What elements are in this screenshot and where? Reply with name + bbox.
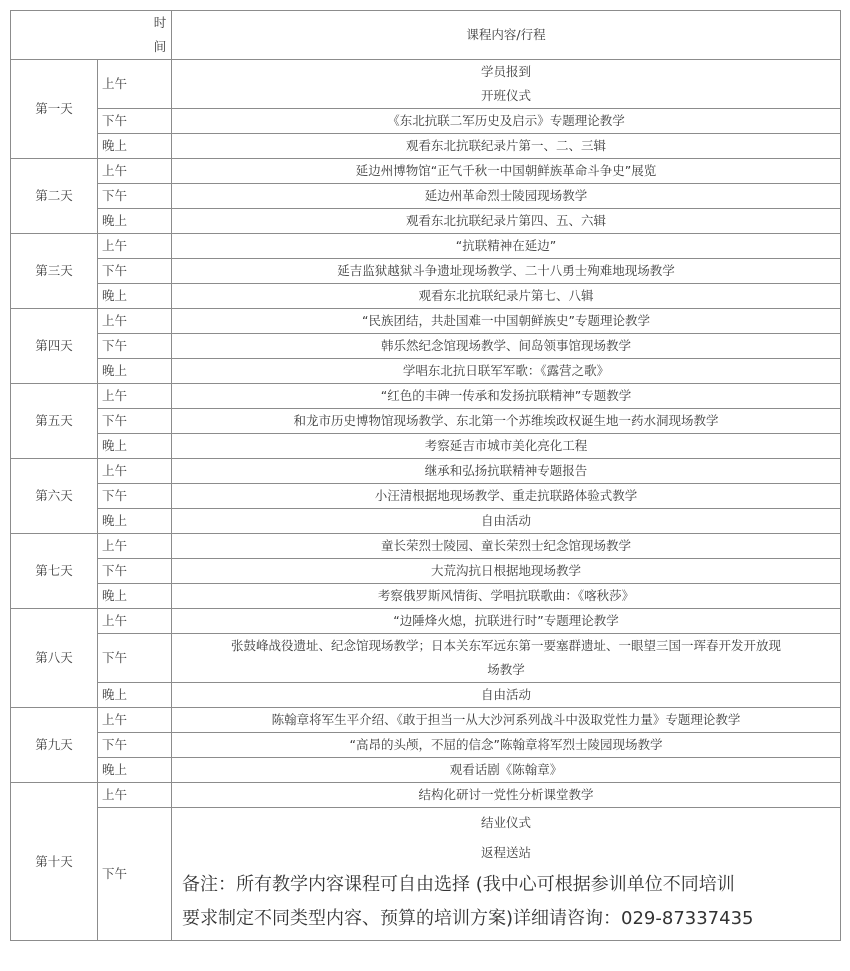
schedule-row: [11, 409, 841, 434]
period-label: 上午: [98, 60, 172, 109]
activity-content: [172, 434, 841, 459]
day-label: 第六天: [11, 459, 98, 534]
activity-content: [172, 284, 841, 309]
period-label: 上午: [98, 708, 172, 733]
activity-line: 《东北抗联二军历史及启示》专题理论教学: [387, 113, 625, 128]
period-label: 下午: [98, 184, 172, 209]
activity-content: [172, 234, 841, 259]
schedule-row: [11, 309, 841, 334]
activity-content: [172, 783, 841, 808]
activity-line: 考察俄罗斯风情街、学唱抗联歌曲：《喀秋莎》: [377, 588, 635, 603]
activity-line: 延边州革命烈士陵园现场教学: [424, 188, 588, 203]
period-label: 上午: [98, 309, 172, 334]
schedule-row: [11, 559, 841, 584]
activity-line: 自由活动: [480, 687, 531, 702]
period-label: 上午: [98, 459, 172, 484]
activity-content: [172, 60, 841, 109]
period-label: 上午: [98, 384, 172, 409]
header-time-line-1: 时: [153, 15, 167, 30]
note-line-1: 备注：所有教学内容课程可自由选择 (我中心可根据参训单位不同培训: [182, 874, 735, 895]
activity-line: 考察延吉市城市美化亮化工程: [424, 438, 588, 453]
activity-content: [172, 534, 841, 559]
schedule-row: [11, 60, 841, 109]
schedule-row: [11, 783, 841, 808]
activity-line: 陈翰章将军生平介绍、《敢于担当一从大沙河系列战斗中汲取党性力量》专题理论教学: [271, 712, 741, 727]
schedule-body: [11, 11, 841, 941]
day-label: 第四天: [11, 309, 98, 384]
header-time: [83, 11, 167, 59]
activity-line: 场教学: [487, 662, 525, 677]
period-label: 晚上: [98, 209, 172, 234]
period-label: 下午: [98, 109, 172, 134]
period-label: 晚上: [98, 359, 172, 384]
schedule-row: [11, 634, 841, 683]
period-label: 下午: [98, 559, 172, 584]
period-label: 晚上: [98, 758, 172, 783]
activity-content: [172, 334, 841, 359]
activity-line: 和龙市历史博物馆现场教学、东北第一个苏维埃政权诞生地一药水洞现场教学: [293, 413, 719, 428]
period-label: 上午: [98, 609, 172, 634]
period-label: 晚上: [98, 683, 172, 708]
schedule-row: [11, 584, 841, 609]
activity-line: 观看东北抗联纪录片第四、五、六辑: [405, 213, 606, 228]
activity-line: 观看东北抗联纪录片第一、二、三辑: [405, 138, 606, 153]
activity-line: “高昂的头颅，不屈的信念”陈翰章将军烈士陵园现场教学: [349, 737, 663, 752]
schedule-table: [10, 10, 841, 941]
activity-line: 开班仪式: [480, 88, 531, 103]
day-label: 第九天: [11, 708, 98, 783]
period-label: 下午: [98, 634, 172, 683]
activity-content: [172, 609, 841, 634]
activity-line: “民族团结，共赴国难一中国朝鲜族史”专题理论教学: [362, 313, 650, 328]
schedule-row: [11, 434, 841, 459]
activity-content: [172, 309, 841, 334]
period-label: 下午: [98, 808, 172, 941]
activity-content: [172, 509, 841, 534]
period-label: 晚上: [98, 284, 172, 309]
activity-line: 观看东北抗联纪录片第七、八辑: [418, 288, 594, 303]
day-label: 第十天: [11, 783, 98, 941]
period-label: 晚上: [98, 134, 172, 159]
header-time-line-2: 间: [153, 39, 167, 54]
activity-line: 延吉监狱越狱斗争遗址现场教学、二十八勇士殉难地现场教学: [337, 263, 675, 278]
period-label: 晚上: [98, 584, 172, 609]
activity-line: 学唱东北抗日联军军歌：《露营之歌》: [402, 363, 610, 378]
activity-line: 继承和弘扬抗联精神专题报告: [424, 463, 588, 478]
activity-content: [172, 758, 841, 783]
day-label: 第八天: [11, 609, 98, 708]
activity-line: 学员报到: [480, 64, 531, 79]
activity-line: 自由活动: [480, 513, 531, 528]
period-label: 下午: [98, 733, 172, 758]
header-time-cell: [11, 11, 172, 60]
activity-content: [172, 683, 841, 708]
activity-content: [172, 484, 841, 509]
schedule-row: [11, 509, 841, 534]
activity-content: [172, 459, 841, 484]
day-label: 第二天: [11, 159, 98, 234]
schedule-row: [11, 459, 841, 484]
activity-content: [172, 259, 841, 284]
period-label: 上午: [98, 234, 172, 259]
activity-line: 延边州博物馆“正气千秋一中国朝鲜族革命斗争史”展览: [355, 163, 657, 178]
schedule-row: [11, 134, 841, 159]
activity-line: 韩乐然纪念馆现场教学、间岛领事馆现场教学: [380, 338, 631, 353]
period-label: 下午: [98, 259, 172, 284]
period-label: 下午: [98, 334, 172, 359]
schedule-row: [11, 609, 841, 634]
activity-line: 童长荣烈士陵园、童长荣烈士纪念馆现场教学: [380, 538, 631, 553]
schedule-row: [11, 484, 841, 509]
activity-content: [172, 584, 841, 609]
activity-line: 张鼓峰战役遗址、纪念馆现场教学；日本关东军远东第一要塞群遗址、一眼望三国一珲春开发开放现: [230, 638, 781, 653]
day-label: 第五天: [11, 384, 98, 459]
day-label: 第三天: [11, 234, 98, 309]
schedule-row: [11, 284, 841, 309]
schedule-row: [11, 234, 841, 259]
period-label: 下午: [98, 409, 172, 434]
schedule-row: [11, 758, 841, 783]
activity-line: “抗联精神在延边”: [455, 238, 557, 253]
schedule-row: [11, 259, 841, 284]
period-label: 下午: [98, 484, 172, 509]
activity-content: [172, 134, 841, 159]
schedule-row: [11, 209, 841, 234]
schedule-row: [11, 534, 841, 559]
activity-content: [172, 184, 841, 209]
schedule-row: [11, 334, 841, 359]
day-label: 第七天: [11, 534, 98, 609]
schedule-row: [11, 808, 841, 941]
activity-content: [172, 409, 841, 434]
activity-line: 返程送站: [480, 845, 531, 860]
activity-line: 观看话剧《陈翰章》: [449, 762, 563, 777]
schedule-row: [11, 159, 841, 184]
day-label: 第一天: [11, 60, 98, 159]
activity-content: [172, 359, 841, 384]
activity-content: [172, 559, 841, 584]
schedule-row: [11, 359, 841, 384]
activity-content: [172, 159, 841, 184]
activity-content: [172, 808, 841, 941]
activity-line: “边陲烽火熄，抗联进行时”专题理论教学: [393, 613, 619, 628]
activity-content: [172, 209, 841, 234]
period-label: 上午: [98, 159, 172, 184]
activity-line: 小汪清根据地现场教学、重走抗联路体验式教学: [374, 488, 638, 503]
period-label: 晚上: [98, 509, 172, 534]
period-label: 上午: [98, 534, 172, 559]
schedule-row: [11, 683, 841, 708]
period-label: 晚上: [98, 434, 172, 459]
header-content: 课程内容/行程: [172, 11, 841, 60]
activity-line: 结业仪式: [480, 815, 531, 830]
schedule-row: [11, 733, 841, 758]
schedule-row: [11, 384, 841, 409]
activity-line: 大荒沟抗日根据地现场教学: [430, 563, 581, 578]
activity-line: “红色的丰碑一传承和发扬抗联精神”专题教学: [380, 388, 632, 403]
schedule-row: [11, 708, 841, 733]
activity-content: [172, 109, 841, 134]
schedule-row: [11, 109, 841, 134]
period-label: 上午: [98, 783, 172, 808]
activity-line: 结构化研讨一党性分析课堂教学: [418, 787, 594, 802]
schedule-row: [11, 184, 841, 209]
activity-content: [172, 384, 841, 409]
activity-content: [172, 634, 841, 683]
note-line-2: 要求制定不同类型内容、预算的培训方案)详细请咨询：029-87337435: [182, 908, 754, 929]
activity-content: [172, 733, 841, 758]
activity-content: [172, 708, 841, 733]
header-row: [11, 11, 841, 60]
